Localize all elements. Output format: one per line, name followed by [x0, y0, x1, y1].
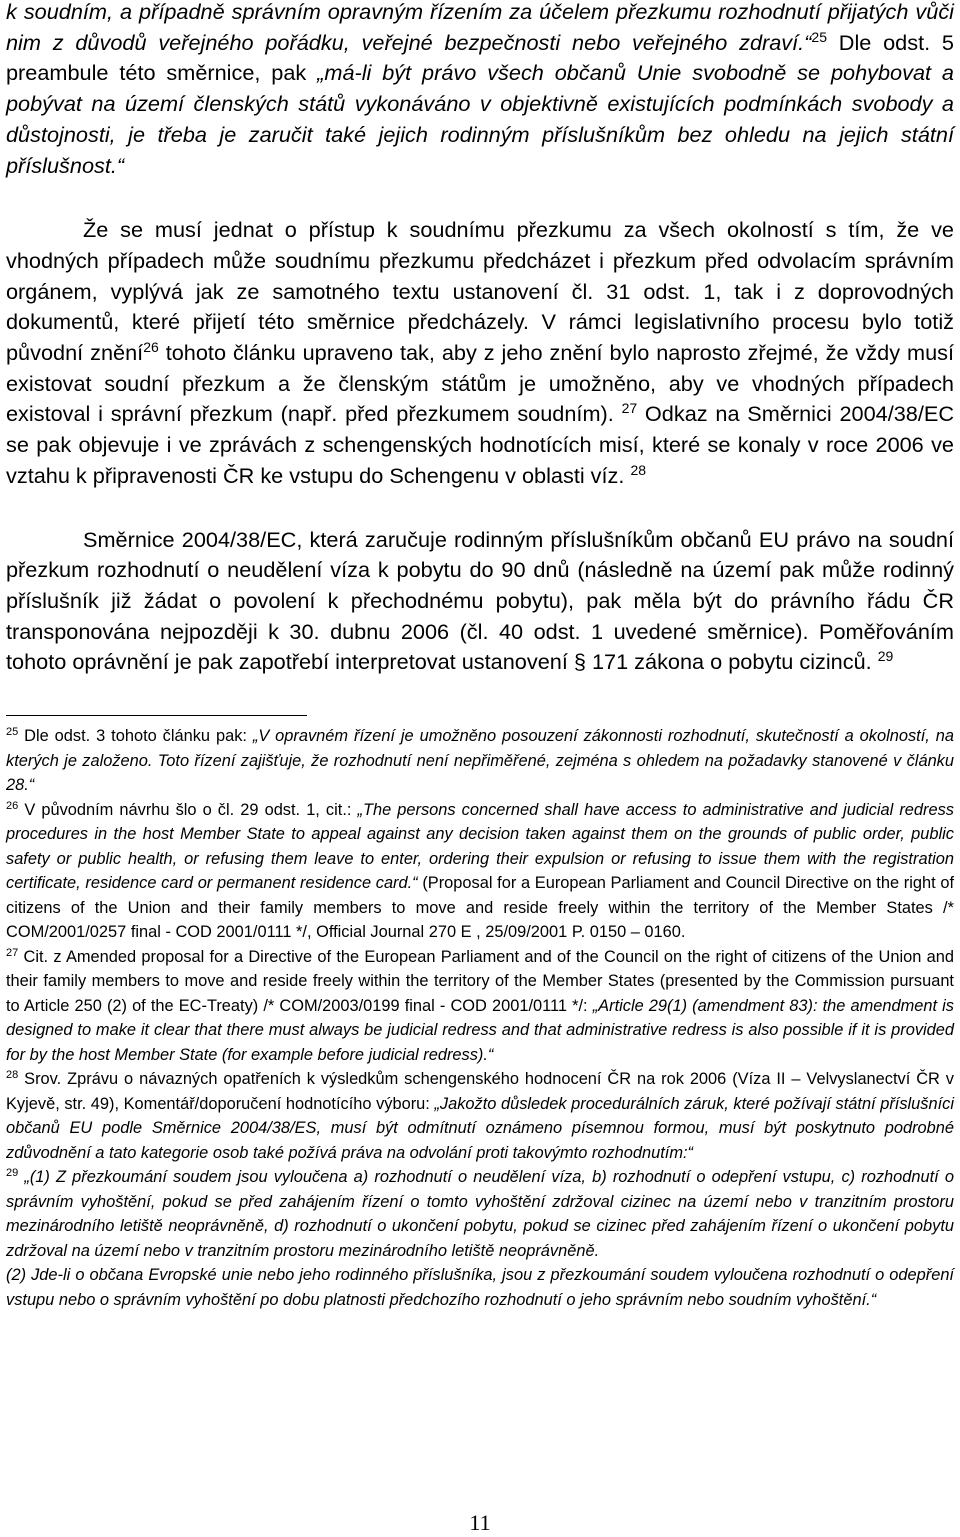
- footnote-29: [6, 1165, 954, 1263]
- footnote-quote: (2) Jde-li o občana Evropské unie nebo jeho rodinného příslušníka, jsou z přezkoumání soudem vyloučena rozhodnutí o odepření vstupu nebo o správním vyhoštění po dobu platnosti předchozího rozhodnutí o jeho správním nebo soudním vyhoštění.“: [6, 1266, 954, 1309]
- paragraph-text: tohoto článku upraveno tak, aby z jeho znění bylo naprosto zřejmé, že vždy musí existovat soudní přezkum a že členským státům je umožněno, aby ve vhodných případech existoval i správní přezkum (např. před přezkumem soudním).: [6, 340, 954, 427]
- footnote-text: Srov. Zprávu o návazných opatřeních k výsledkům schengenského hodnocení ČR na rok 2006 (Víza II – Velvyslanectví ČR v Kyjevě, str. 49), Komentář/doporučení hodnotícího výboru:: [6, 1070, 954, 1113]
- footnote-quote: „(1) Z přezkoumání soudem jsou vyloučena a) rozhodnutí o neudělení víza, b) rozhodnutí o odepření vstupu, c) rozhodnutí o správním vyhoštění, pokud se před zahájením řízení o tomto vyhoštění zdržoval cizinec na území nebo v tranzitním prostoru mezinárodního letiště neoprávněně, d) rozhodnutí o ukončení pobytu, pokud se cizinec před zahájením řízení o ukončení pobytu zdržoval na území nebo v tranzitním prostoru mezinárodního letiště neoprávněně.: [6, 1168, 954, 1260]
- paragraph-text: Odkaz na Směrnici 2004/38/EC se pak objevuje i ve zprávách z schengenských hodnotících misí, které se konaly v roce 2006 ve vztahu k připravenosti ČR ke vstupu do Schengenu v oblasti víz.: [6, 401, 954, 488]
- footnote-quote: „Jakožto důsledek procedurálních záruk, které požívají státní příslušníci občanů EU podle Směrnice 2004/38/ES, musí být odmítnutí oznámeno písemnou formou, musí být poskytnuto podrobné zdůvodnění a tato kategorie osob také požívá práva na odvolání proti takovýmto rozhodnutím:“: [6, 1094, 954, 1162]
- paragraph-judicial-review: [6, 215, 954, 491]
- page-number: 11: [469, 1510, 491, 1535]
- footnote-ref-29[interactable]: 29: [877, 648, 894, 665]
- quoted-text: „má-li být právo všech občanů Unie svobodně se pohybovat a pobývat na území členských států vykonáváno v objektivně existujících podmínkách svobody a důstojnosti, je třeba je zaručit také jejich rodinným příslušníkům bez ohledu na jejich státní příslušnost.“: [6, 60, 954, 178]
- paragraph-continuation: [6, 0, 954, 181]
- footnote-28: [6, 1067, 954, 1165]
- footnote-quote: „The persons concerned shall have access to administrative and judicial redress procedures in the host Member State to appeal against any decision taken against them on the grounds of public order, public safety or public health, or refusing them leave to enter, ordering their expulsion or refusing to issue them with the registration certificate, residence card or permanent residence card.“: [6, 800, 954, 893]
- quoted-text: k soudním, a případně správním opravným řízením za účelem přezkumu rozhodnutí přijatých vůči nim z důvodů veřejného pořádku, veřejné bezpečnosti nebo veřejného zdraví.“: [6, 0, 954, 55]
- footnote-ref-25[interactable]: 25: [811, 28, 827, 45]
- footnote-quote: „V opravném řízení je umožněno posouzení zákonnosti rozhodnutí, skutečností a okolností, na kterých je založeno. Toto řízení zajišťuje, že rozhodnutí není nepřiměřené, zejména s ohledem na požadavky stanovené v článku 28.“: [6, 727, 954, 795]
- paragraph-directive: [6, 525, 954, 679]
- footnote-separator: [6, 715, 307, 716]
- footnotes: [6, 724, 954, 1312]
- footnote-ref-27[interactable]: 27: [621, 400, 638, 417]
- footnote-number: 25: [6, 726, 19, 739]
- footnote-ref-28[interactable]: 28: [630, 461, 647, 478]
- footnote-number: 28: [6, 1069, 19, 1082]
- footnote-number: 29: [6, 1167, 19, 1180]
- footnote-25: [6, 724, 954, 798]
- paragraph-text: Že se musí jednat o přístup k soudnímu přezkumu za všech okolností s tím, že ve vhodných případech může soudnímu přezkumu předcházet i přezkum před odvolacím správním orgánem, vyplývá jak ze samotného textu ustanovení čl. 31 odst. 1, tak i z doprovodných dokumentů, které přijetí této směrnice předcházely. V rámci legislativního procesu bylo totiž původní znění: [6, 217, 954, 366]
- footnote-ref-26[interactable]: 26: [143, 339, 159, 356]
- footnote-text: V původním návrhu šlo o čl. 29 odst. 1, cit.:: [18, 800, 358, 819]
- footnote-number: 27: [6, 946, 19, 959]
- footnote-29-continued: [6, 1263, 954, 1312]
- paragraph-text: Dle odst. 5 preambule této směrnice, pak: [6, 29, 954, 86]
- footnote-text: (Proposal for a European Parliament and Council Directive on the right of citizens of the Union and their family members to move and reside freely within the territory of the Member States /* COM/2001/0257 final - COD 2001/0111 */, Official Journal 270 E , 25/09/2001 P. 0150 – 0160.: [6, 874, 954, 942]
- paragraph-text: Směrnice 2004/38/EC, která zaručuje rodinným příslušníkům občanů EU právo na soudní přezkum rozhodnutí o neudělení víza k pobytu do 90 dnů (následně na území pak může rodinný příslušník již žádat o povolení k přechodnému pobytu), pak měla být do právního řádu ČR transponována nejpozději k 30. dubnu 2006 (čl. 40 odst. 1 uvedené směrnice). Poměřováním tohoto oprávnění je pak zapotřebí interpretovat ustanovení § 171 zákona o pobytu cizinců.: [6, 526, 954, 675]
- footnote-quote: „Article 29(1) (amendment 83): the amendment is designed to make it clear that there must always be judicial redress and that administrative redress is also possible if it is provided for by the host Member State (for example before judicial redress).“: [6, 996, 954, 1064]
- footnote-text: Dle odst. 3 tohoto článku pak:: [18, 727, 253, 746]
- footnote-text: Cit. z Amended proposal for a Directive of the European Parliament and of the Council on the right of citizens of the Union and their family members to move and reside freely within the territory of the Member States (presented by the Commission pursuant to Article 250 (2) of the EC-Treaty) /* COM/2003/0199 final - COD 2001/0111 */:: [6, 947, 954, 1015]
- footnote-27: [6, 945, 954, 1068]
- footnote-number: 26: [6, 799, 19, 812]
- footnote-26: [6, 798, 954, 945]
- document-page: [6, 0, 954, 1312]
